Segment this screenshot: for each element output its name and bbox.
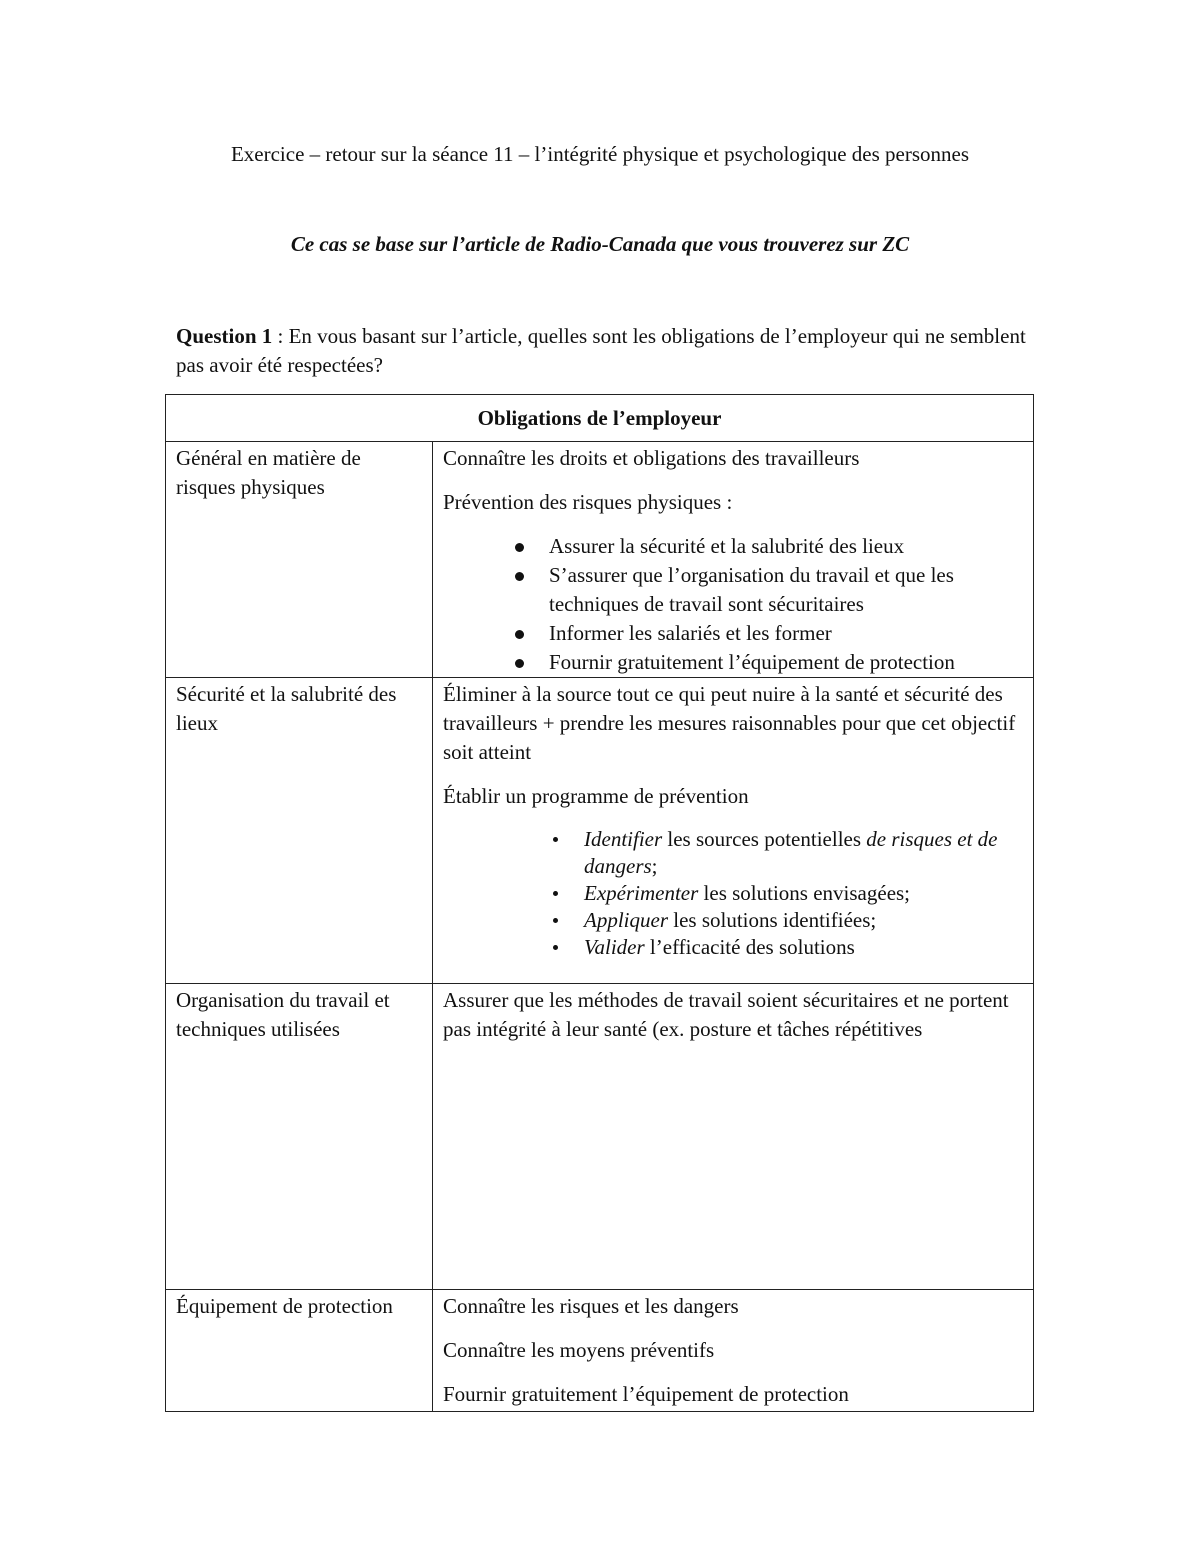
list-item: Informer les salariés et les former [549, 619, 1025, 648]
row-paragraph: Établir un programme de prévention [443, 784, 749, 808]
table-row [166, 442, 1034, 678]
row-label: Équipement de protection [166, 1290, 433, 1412]
list-item: Assurer la sécurité et la salubrité des lieux [549, 532, 1025, 561]
row-content [433, 678, 1034, 984]
bullet-list [443, 532, 1025, 677]
row-paragraph: Connaître les moyens préventifs [443, 1338, 715, 1362]
italic-term: de risques et de dangers [584, 827, 998, 878]
row-paragraph: Fournir gratuitement l’équipement de protection [443, 1382, 849, 1406]
item-text: les sources potentielles [662, 827, 867, 851]
question-label: Question 1 [176, 324, 273, 348]
item-text: l’efficacité des solutions [644, 935, 855, 959]
row-content [433, 442, 1034, 678]
item-text: les solutions envisagées; [698, 881, 911, 905]
list-item: Fournir gratuitement l’équipement de protection [549, 648, 1025, 677]
table-row [166, 1290, 1034, 1412]
row-label: Organisation du travail et techniques utilisées [166, 984, 433, 1290]
table-header: Obligations de l’employeur [166, 395, 1034, 442]
row-label: Général en matière de risques physiques [166, 442, 433, 678]
italic-term: Identifier [584, 827, 663, 851]
row-content [433, 984, 1034, 1290]
obligations-table [165, 394, 1034, 1412]
question-text: : En vous basant sur l’article, quelles sont les obligations de l’employeur qui ne semblent pas avoir été respectées? [176, 324, 1026, 377]
list-item [584, 826, 1025, 880]
row-content [433, 1290, 1034, 1412]
row-paragraph: Connaître les risques et les dangers [443, 1294, 739, 1318]
row-paragraph: Assurer que les méthodes de travail soient sécuritaires et ne portent pas intégrité à leur santé (ex. posture et tâches répétitives [443, 988, 1009, 1041]
question-1 [176, 322, 1036, 380]
item-text: ; [651, 854, 658, 878]
item-text: les solutions identifiées; [668, 908, 877, 932]
list-item: S’assurer que l’organisation du travail et que les techniques de travail sont sécuritaires [549, 561, 1025, 619]
list-item [584, 907, 1025, 934]
document-subtitle: Ce cas se base sur l’article de Radio-Canada que vous trouverez sur ZC [290, 232, 910, 256]
list-item [584, 934, 1025, 961]
table-row [166, 678, 1034, 984]
italic-term: Appliquer [584, 908, 668, 932]
document-title: Exercice – retour sur la séance 11 – l’intégrité physique et psychologique des personnes [230, 142, 970, 166]
list-item [584, 880, 1025, 907]
row-label: Sécurité et la salubrité des lieux [166, 678, 433, 984]
italic-term: Valider [584, 935, 645, 959]
bullet-list [443, 826, 1025, 961]
italic-term: Expérimenter [584, 881, 699, 905]
row-paragraph: Éliminer à la source tout ce qui peut nuire à la santé et sécurité des travailleurs + prendre les mesures raisonnables pour que cet objectif soit atteint [443, 682, 1016, 764]
row-paragraph: Connaître les droits et obligations des travailleurs [443, 446, 860, 470]
table-row [166, 984, 1034, 1290]
row-paragraph: Prévention des risques physiques : [443, 490, 733, 514]
